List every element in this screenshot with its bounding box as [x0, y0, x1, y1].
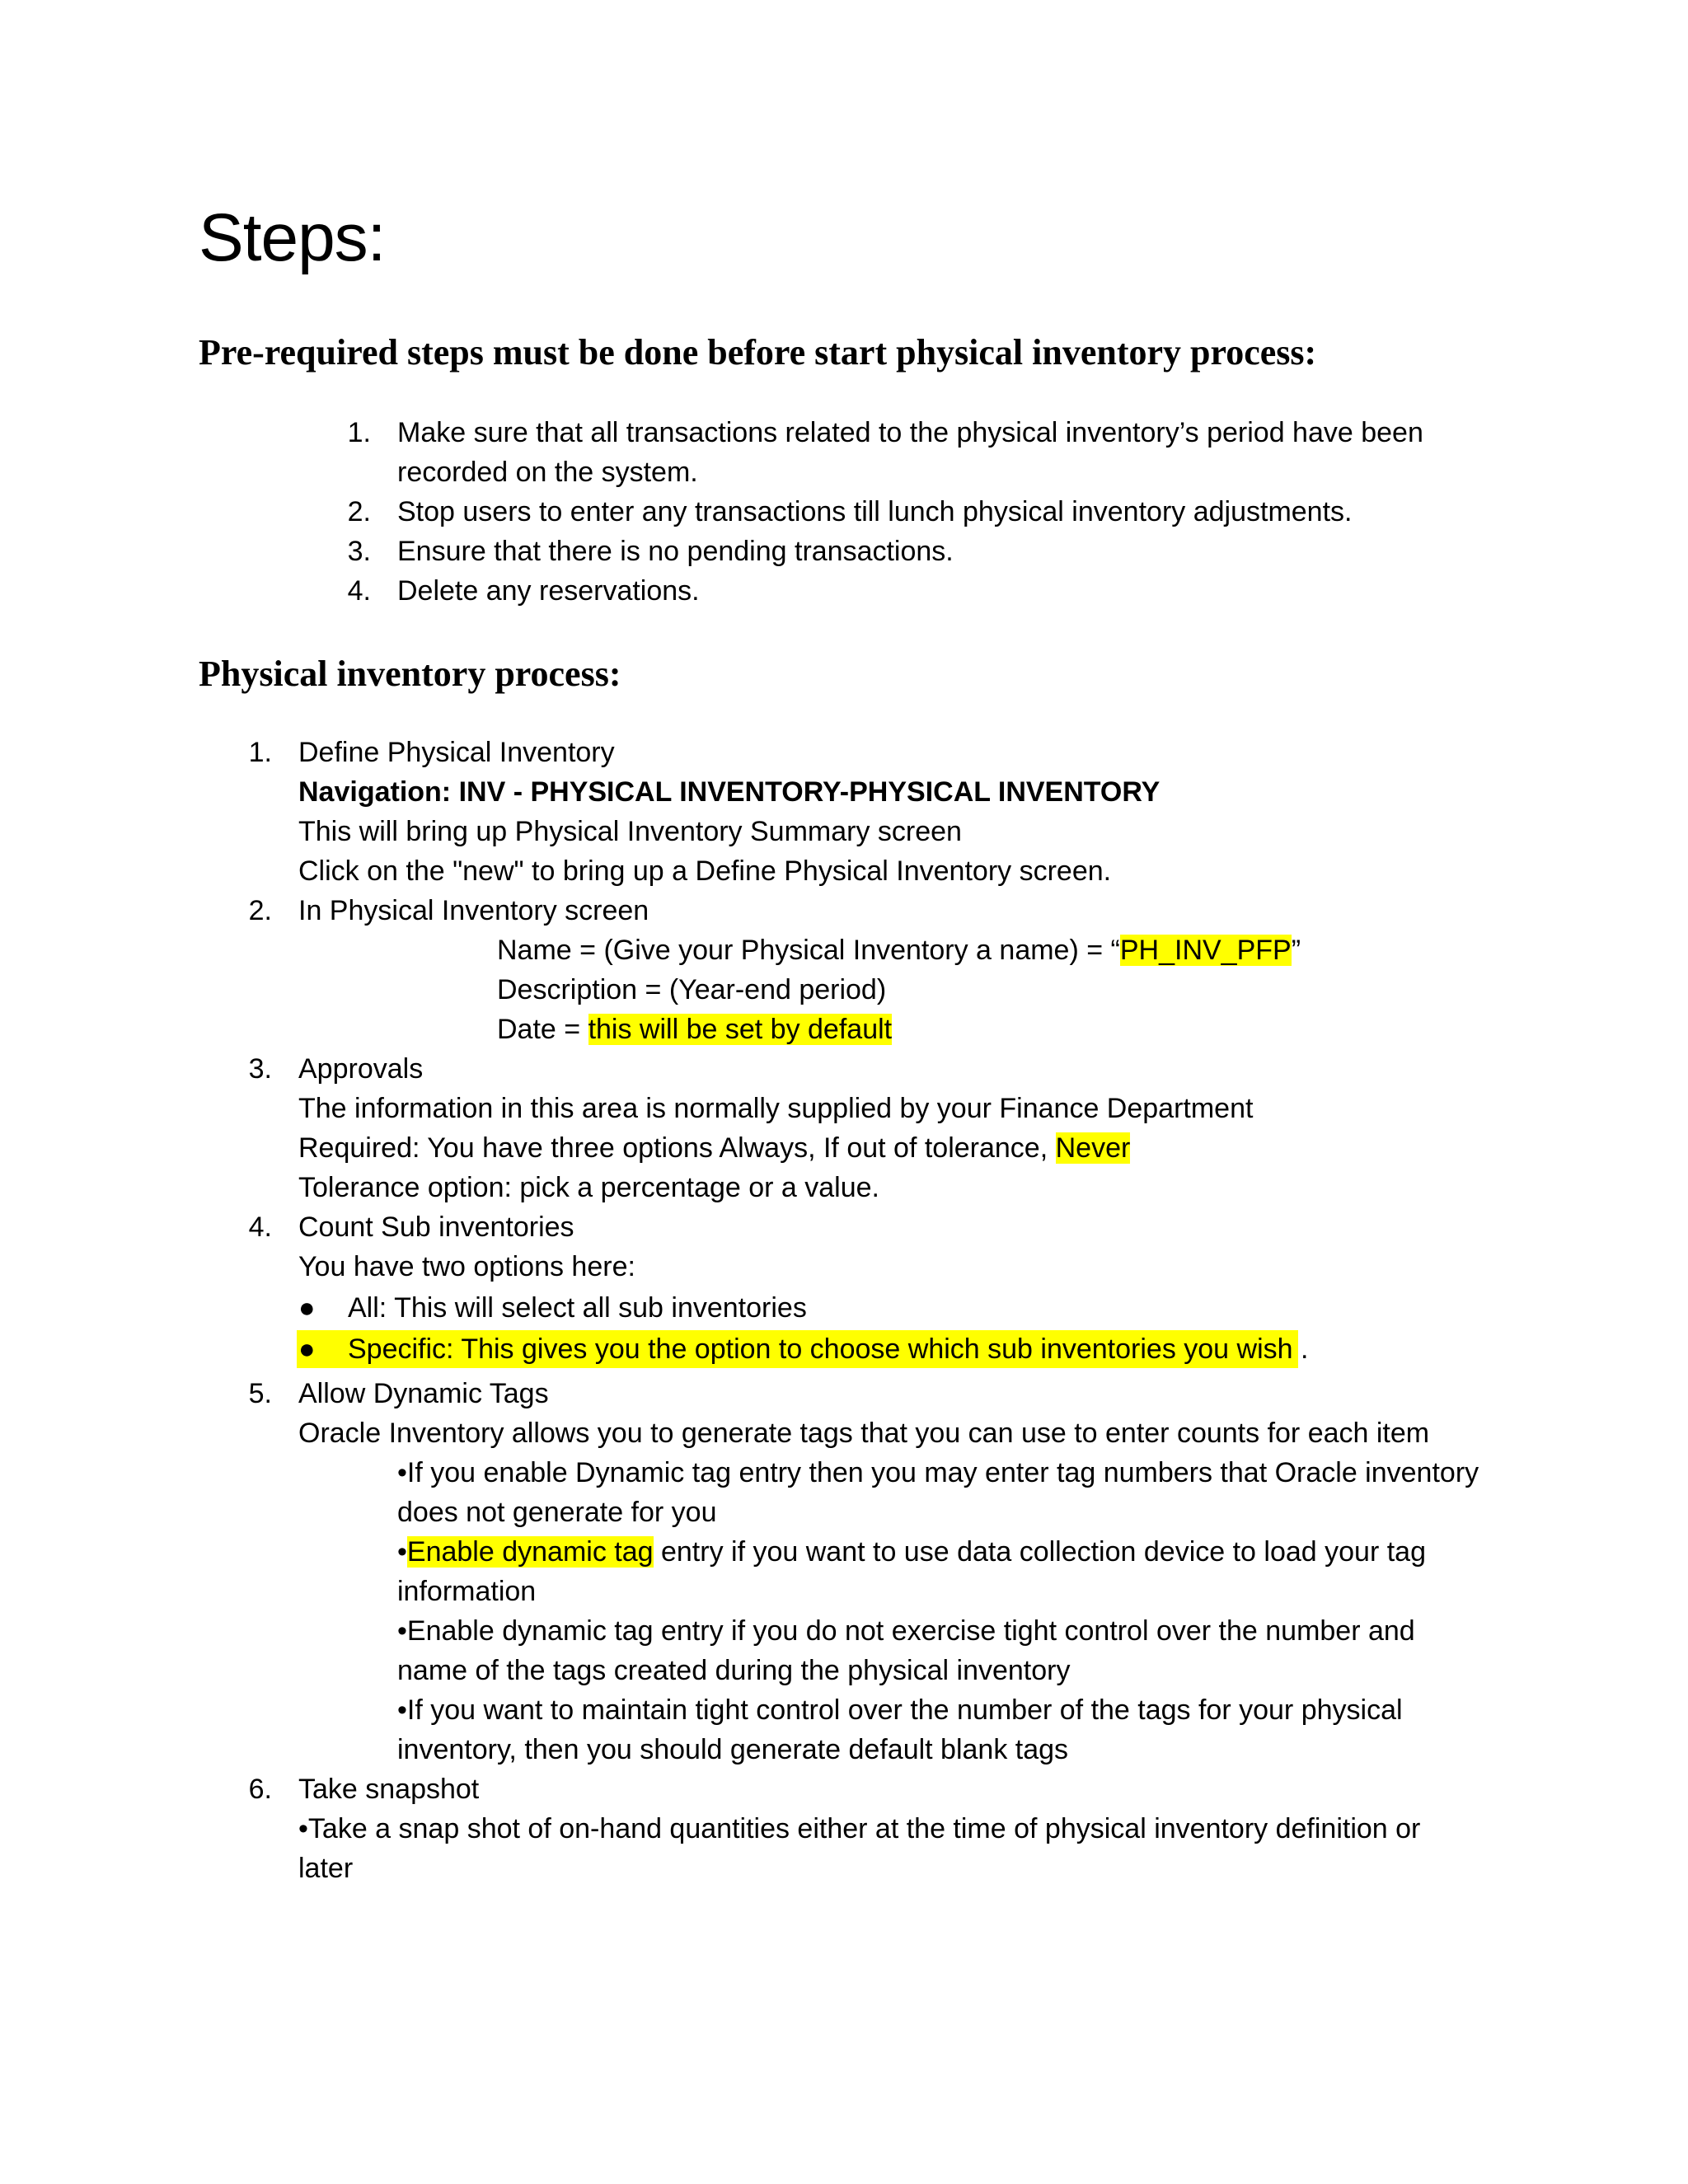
step-2-name-line: [497, 936, 1301, 964]
step-2-date-prefix: Date =: [497, 1014, 588, 1045]
step-5-bullet-3: •Enable dynamic tag entry if you do not exercise tight control over the number and: [397, 1615, 1415, 1647]
step-3-label: Approvals: [298, 1053, 424, 1085]
pre-item-4-number: 4.: [347, 575, 371, 607]
step-3-info-text: The information in this area is normally supplied by your Finance Department: [298, 1093, 1254, 1124]
step-4-bullet-specific: Specific: This gives you the option to choose which sub inventories you wish .: [348, 1333, 1309, 1365]
pre-item-2-text: Stop users to enter any transactions till lunch physical inventory adjustments.: [397, 496, 1353, 527]
step-1-new-text: Click on the "new" to bring up a Define Physical Inventory screen.: [298, 855, 1112, 887]
step-3-required-prefix: Required: You have three options Always, If out of tolerance,: [298, 1132, 1056, 1164]
step-3-never-highlight: Never: [1055, 1132, 1131, 1164]
step-4-number: 4.: [248, 1212, 272, 1243]
pre-item-1-text: Make sure that all transactions related to the physical inventory’s period have been: [397, 417, 1423, 448]
step-2-name-prefix: Name = (Give your Physical Inventory a name) = “: [497, 935, 1120, 966]
step-2-date-value-highlight: this will be set by default: [588, 1014, 893, 1045]
step-6-snapshot-text-cont: later: [298, 1853, 354, 1884]
step-5-bullet-3-cont: name of the tags created during the physical inventory: [397, 1655, 1071, 1686]
step-1-label: Define Physical Inventory: [298, 737, 615, 768]
pre-item-1-number: 1.: [347, 417, 371, 448]
step-5-bullet-2-cont: information: [397, 1576, 537, 1607]
pre-item-2-number: 2.: [347, 496, 371, 527]
step-1-summary-text: This will bring up Physical Inventory Summary screen: [298, 816, 962, 847]
step-5-bullet-2: [397, 1538, 1426, 1566]
step-5-bullet-2-dot: •: [397, 1536, 407, 1568]
bullet-dot: ●: [298, 1333, 316, 1365]
step-2-name-value-highlight: PH_INV_PFP: [1119, 935, 1292, 966]
step-1-number: 1.: [248, 737, 272, 768]
step-4-options-text: You have two options here:: [298, 1251, 635, 1282]
step-5-bullet-4: •If you want to maintain tight control over the number of the tags for your physical: [397, 1694, 1403, 1726]
step-6-label: Take snapshot: [298, 1774, 480, 1805]
pre-required-heading: Pre-required steps must be done before start physical inventory process:: [199, 332, 1317, 373]
step-5-label: Allow Dynamic Tags: [298, 1378, 549, 1409]
step-4-bullet-all: All: This will select all sub inventories: [348, 1292, 807, 1324]
step-5-bullet-4-cont: inventory, then you should generate default blank tags: [397, 1734, 1069, 1765]
pre-item-4-text: Delete any reservations.: [397, 575, 700, 607]
step-2-date-line: [497, 1015, 892, 1043]
step-5-bullet-1: •If you enable Dynamic tag entry then you may enter tag numbers that Oracle inventory: [397, 1457, 1479, 1488]
step-5-intro: Oracle Inventory allows you to generate tags that you can use to enter counts for each item: [298, 1418, 1430, 1449]
step-2-description: Description = (Year-end period): [497, 974, 887, 1005]
pre-item-3-number: 3.: [347, 536, 371, 567]
step-5-bullet-1-cont: does not generate for you: [397, 1497, 717, 1528]
step-2-label: In Physical Inventory screen: [298, 895, 649, 926]
process-heading: Physical inventory process:: [199, 654, 621, 694]
step-2-name-suffix: ”: [1291, 935, 1301, 966]
pre-item-1-text-cont: recorded on the system.: [397, 457, 698, 488]
step-5-number: 5.: [248, 1378, 272, 1409]
step-6-number: 6.: [248, 1774, 272, 1805]
step-2-number: 2.: [248, 895, 272, 926]
pre-item-3-text: Ensure that there is no pending transactions.: [397, 536, 954, 567]
page-title: Steps:: [199, 200, 386, 275]
bullet-dot: ●: [298, 1292, 316, 1324]
step-5-enable-dynamic-tag-highlight: Enable dynamic tag: [406, 1536, 654, 1568]
step-3-tolerance: Tolerance option: pick a percentage or a value.: [298, 1172, 880, 1203]
step-1-navigation: Navigation: INV - PHYSICAL INVENTORY-PHYSICAL INVENTORY: [298, 776, 1160, 808]
step-3-required-line: [298, 1134, 1130, 1162]
step-4-label: Count Sub inventories: [298, 1212, 574, 1243]
step-3-number: 3.: [248, 1053, 272, 1085]
step-6-snapshot-text: •Take a snap shot of on-hand quantities either at the time of physical inventory definition or: [298, 1813, 1421, 1844]
step-5-bullet-2-rest: entry if you want to use data collection device to load your tag: [653, 1536, 1426, 1568]
